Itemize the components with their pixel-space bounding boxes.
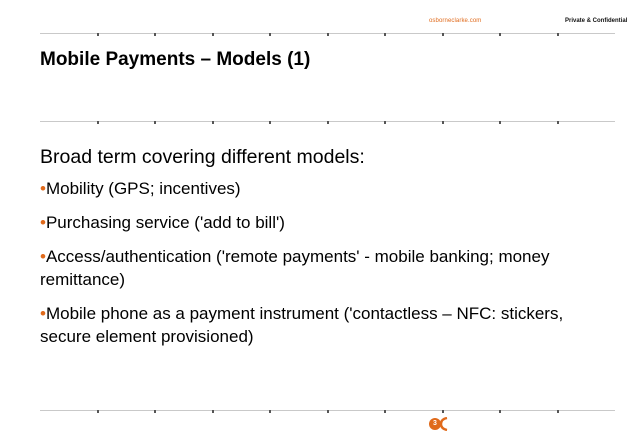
website-link[interactable]: osborneclarke.com [429, 18, 482, 24]
body-lead: Broad term covering different models: [40, 146, 365, 168]
bullet-text: Access/authentication ('remote payments' - mobile banking; money remittance) [40, 247, 550, 289]
bullet-item-payment-instrument [40, 302, 615, 348]
bullet-text: Mobility (GPS; incentives) [45, 179, 241, 198]
footer-divider [40, 410, 615, 411]
bullet-icon: • [40, 213, 46, 232]
bullet-icon: • [40, 179, 46, 198]
bullet-icon: • [40, 247, 46, 266]
logo-bracket-icon [440, 417, 448, 431]
header-divider [40, 33, 615, 34]
bullet-text: Purchasing service ('add to bill') [45, 213, 285, 232]
bullet-item-mobility [40, 177, 615, 200]
bullet-item-access [40, 245, 615, 291]
slide-body [40, 143, 615, 359]
bullet-item-purchasing [40, 211, 615, 234]
bullet-icon: • [40, 304, 46, 323]
title-divider [40, 121, 615, 122]
page-number-badge: 3 [429, 418, 441, 430]
bullet-text: Mobile phone as a payment instrument ('contactless – NFC: stickers, secure element provisioned) [40, 304, 564, 346]
confidentiality-label: Private & Confidential [565, 18, 628, 24]
slide-title: Mobile Payments – Models (1) [40, 49, 311, 70]
